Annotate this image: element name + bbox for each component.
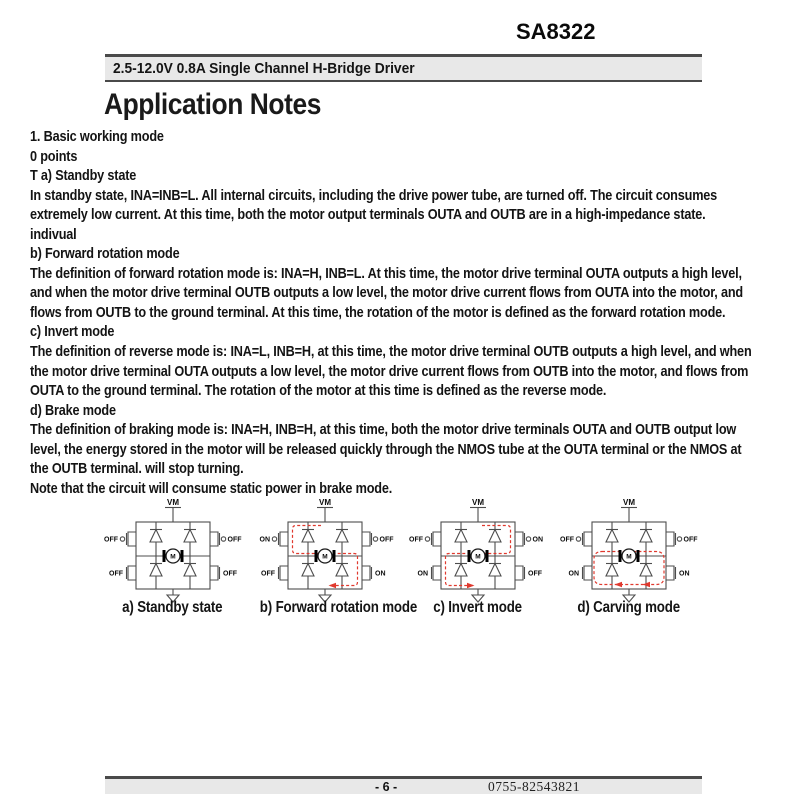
- gate-label-top-left: OFF: [408, 536, 423, 544]
- part-number: SA8322: [516, 19, 596, 44]
- body-line: 1. Basic working mode: [30, 128, 164, 145]
- footer-phone: 0755-82543821: [488, 779, 580, 794]
- motor-icon: [469, 549, 487, 563]
- body-line: flows from OUTB to the ground terminal. At this time, the rotation of the motor is defined as the forward rotation mode.: [30, 303, 726, 321]
- gate-label-top-left: ON: [259, 536, 270, 544]
- hbridge-diagram-invert: [400, 496, 555, 614]
- motor-icon: [316, 549, 334, 563]
- caption-text: a) Standby state: [122, 599, 223, 616]
- body-line: The definition of forward rotation mode is: INA=H, INB=L. At this time, the motor drive terminal OUTA outputs a high level,: [30, 264, 742, 282]
- caption-text: d) Carving mode: [577, 599, 680, 616]
- body-text: [30, 127, 774, 498]
- hbridge-schematic: [250, 496, 400, 608]
- body-line: d) Brake mode: [30, 401, 116, 419]
- gate-label-top-right: ON: [532, 536, 543, 544]
- motor-label: M: [474, 553, 481, 561]
- hbridge-schematic: [98, 496, 248, 608]
- caption-text: c) Invert mode: [433, 599, 522, 616]
- hbridge-diagram-brake: [551, 496, 706, 614]
- vm-label: VM: [622, 498, 635, 507]
- body-line: and when the motor drive terminal OUTB outputs a low level, the motor drive current flows from OUTA into the motor, and: [30, 284, 743, 302]
- diagram-caption-standby: [95, 599, 250, 617]
- gate-label-bottom-left: OFF: [260, 570, 275, 578]
- gate-label-top-right: OFF: [227, 536, 241, 544]
- body-line: b) Forward rotation mode: [30, 245, 180, 263]
- body-line: Note that the circuit will consume static power in brake mode.: [30, 479, 393, 497]
- gate-label-bottom-right: OFF: [527, 570, 542, 578]
- body-line: 0 points: [30, 147, 78, 165]
- vm-label: VM: [318, 498, 331, 507]
- body-line: In standby state, INA=INB=L. All internal circuits, including the drive power tube, are turned off. The circuit consumes: [30, 186, 718, 204]
- body-line: indivual: [30, 225, 77, 243]
- diagram-caption-invert: [400, 599, 555, 617]
- body-line: level, the energy stored in the motor will be released quickly through the NMOS tube at the OUTA terminal or the NMOS at: [30, 440, 742, 458]
- vm-label: VM: [471, 498, 484, 507]
- motor-label: M: [321, 553, 328, 561]
- body-line: The definition of braking mode is: INA=H, INB=H, at this time, both the motor drive terminals OUTA and OUTB output low: [30, 421, 737, 439]
- gate-label-top-left: OFF: [559, 536, 574, 544]
- gate-label-bottom-right: OFF: [222, 570, 237, 578]
- body-line: T a) Standby state: [30, 167, 137, 185]
- body-line: the motor drive terminal OUTA outputs a low level, the motor drive current flows from OUTB into the motor, and flows from: [30, 362, 749, 380]
- diagram-caption-forward: [247, 599, 418, 617]
- motor-label: M: [625, 553, 632, 561]
- gate-label-top-right: OFF: [683, 536, 697, 544]
- gate-label-bottom-left: ON: [568, 570, 579, 578]
- gate-label-bottom-left: ON: [417, 570, 428, 578]
- header-banner: [105, 54, 702, 82]
- hbridge-schematic: [403, 496, 553, 608]
- page-number: - 6 -: [375, 780, 398, 794]
- hbridge-schematic: [554, 496, 704, 608]
- banner-title: 2.5-12.0V 0.8A Single Channel H-Bridge Driver: [113, 60, 415, 77]
- gate-label-bottom-left: OFF: [108, 570, 123, 578]
- footer-band: [105, 776, 702, 794]
- body-line: the OUTB terminal. will stop turning.: [30, 460, 244, 478]
- caption-text: b) Forward rotation mode: [259, 599, 418, 616]
- body-line: c) Invert mode: [30, 323, 115, 341]
- vm-label: VM: [166, 498, 179, 507]
- motor-icon: [164, 549, 182, 563]
- body-line: extremely low current. At this time, both the motor output terminals OUTA and OUTB are in a high-impedance state.: [30, 206, 706, 224]
- gate-label-top-left: OFF: [103, 536, 118, 544]
- diagram-caption-brake: [551, 599, 706, 617]
- page-title: Application Notes: [104, 88, 321, 121]
- gate-label-top-right: OFF: [379, 536, 393, 544]
- gate-label-bottom-right: ON: [374, 570, 385, 578]
- body-line: OUTA to the ground terminal. The rotation of the motor at this time is defined as the reverse mode.: [30, 382, 607, 400]
- hbridge-diagram-forward: [247, 496, 402, 614]
- gate-label-bottom-right: ON: [678, 570, 689, 578]
- motor-label: M: [169, 553, 176, 561]
- body-line: The definition of reverse mode is: INA=L, INB=H, at this time, the motor drive terminal OUTB outputs a high level, and when: [30, 343, 752, 361]
- hbridge-diagram-standby: [95, 496, 250, 614]
